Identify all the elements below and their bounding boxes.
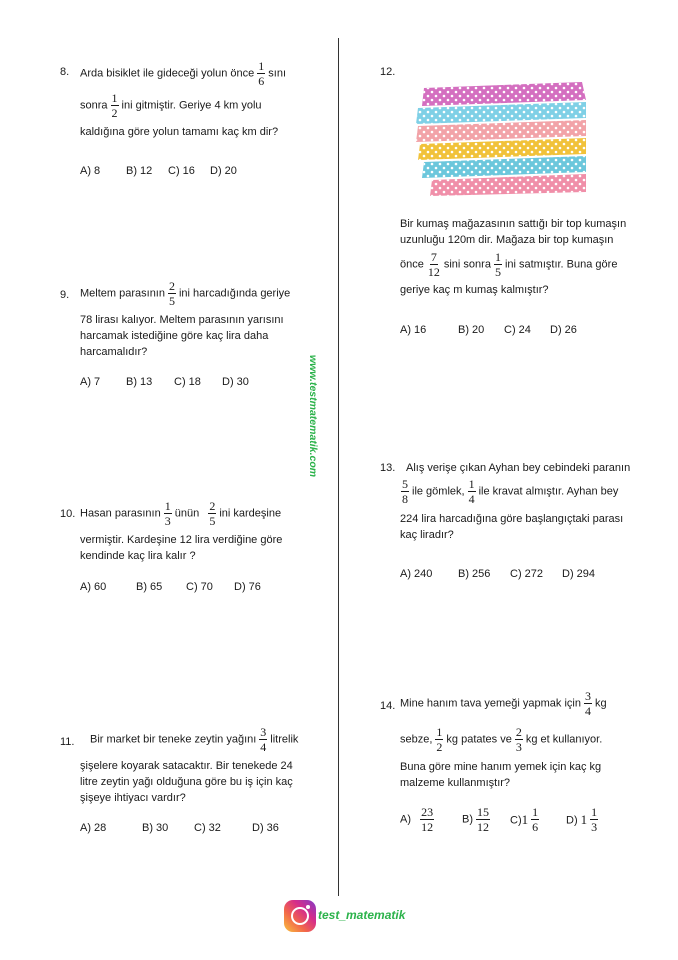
fraction: $\frac{2}{5}$ bbox=[168, 279, 175, 308]
fraction: $\frac{23}{12}$ bbox=[421, 805, 434, 834]
option-c[interactable]: C) 24 bbox=[504, 324, 531, 336]
option-b[interactable]: B) 30 bbox=[142, 822, 169, 834]
fraction: $\frac{3}{4}$ bbox=[584, 689, 591, 718]
option-a[interactable]: A) 16 bbox=[400, 324, 427, 336]
option-b[interactable]: B) $\frac{15}{12}$ bbox=[462, 805, 489, 834]
option-b[interactable]: B) 13 bbox=[126, 376, 153, 388]
option-d[interactable]: D) 26 bbox=[550, 324, 577, 336]
fraction: $\frac{7}{12}$ bbox=[427, 250, 440, 279]
fraction: $\frac{1}{4}$ bbox=[468, 477, 475, 506]
website-watermark: www.testmatematik.com bbox=[307, 354, 319, 478]
option-a[interactable]: A) 7 bbox=[80, 376, 101, 388]
option-d[interactable]: D) 76 bbox=[234, 581, 261, 593]
fraction: $\frac{2}{3}$ bbox=[515, 725, 522, 754]
fraction: $\frac{1}{3}$ bbox=[164, 499, 171, 528]
option-a[interactable]: A) $\frac{23}{12}$ bbox=[400, 805, 434, 834]
question-number: 10. bbox=[60, 508, 76, 520]
fraction: $\frac{3}{4}$ bbox=[260, 725, 267, 754]
option-d[interactable]: D) 36 bbox=[252, 822, 279, 834]
option-b[interactable]: B) 256 bbox=[458, 568, 491, 580]
question-number: 9. bbox=[60, 289, 70, 301]
option-d[interactable]: D) 30 bbox=[222, 376, 249, 388]
option-b[interactable]: B) 12 bbox=[126, 165, 153, 177]
question-number: 13. bbox=[380, 462, 396, 474]
instagram-icon[interactable] bbox=[284, 900, 316, 932]
fraction: $\frac{1}{3}$ bbox=[591, 805, 598, 834]
option-b[interactable]: B) 20 bbox=[458, 324, 485, 336]
option-c[interactable]: C) 32 bbox=[194, 822, 221, 834]
option-a[interactable]: A) 240 bbox=[400, 568, 433, 580]
option-c[interactable]: C) 16 bbox=[168, 165, 195, 177]
fraction: $\frac{1}{6}$ bbox=[258, 59, 265, 88]
option-c[interactable]: C) 1 $\frac{1}{6}$ bbox=[510, 805, 539, 834]
option-a[interactable]: A) 8 bbox=[80, 165, 101, 177]
fraction: $\frac{1}{2}$ bbox=[436, 725, 443, 754]
fabric-stack-image bbox=[410, 78, 588, 200]
question-number: 8. bbox=[60, 66, 70, 78]
option-d[interactable]: D) 1 $\frac{1}{3}$ bbox=[566, 805, 598, 834]
instagram-handle[interactable]: test_matematik bbox=[318, 908, 406, 922]
column-divider bbox=[338, 38, 339, 896]
fraction: $\frac{2}{5}$ bbox=[209, 499, 216, 528]
fraction: $\frac{5}{8}$ bbox=[402, 477, 408, 506]
option-b[interactable]: B) 65 bbox=[136, 581, 163, 593]
question-number: 14. bbox=[380, 700, 396, 712]
option-c[interactable]: C) 272 bbox=[510, 568, 544, 580]
option-a[interactable]: A) 28 bbox=[80, 822, 107, 834]
fraction: $\frac{1}{6}$ bbox=[532, 805, 539, 834]
option-c[interactable]: C) 70 bbox=[186, 581, 213, 593]
question-number: 11. bbox=[60, 736, 75, 748]
question-number: 12. bbox=[380, 66, 396, 78]
fraction: $\frac{15}{12}$ bbox=[477, 805, 489, 834]
option-a[interactable]: A) 60 bbox=[80, 581, 107, 593]
option-c[interactable]: C) 18 bbox=[174, 376, 201, 388]
option-d[interactable]: D) 294 bbox=[562, 568, 596, 580]
fraction: $\frac{1}{5}$ bbox=[494, 250, 501, 279]
fraction: $\frac{1}{2}$ bbox=[111, 91, 118, 120]
option-d[interactable]: D) 20 bbox=[210, 165, 237, 177]
